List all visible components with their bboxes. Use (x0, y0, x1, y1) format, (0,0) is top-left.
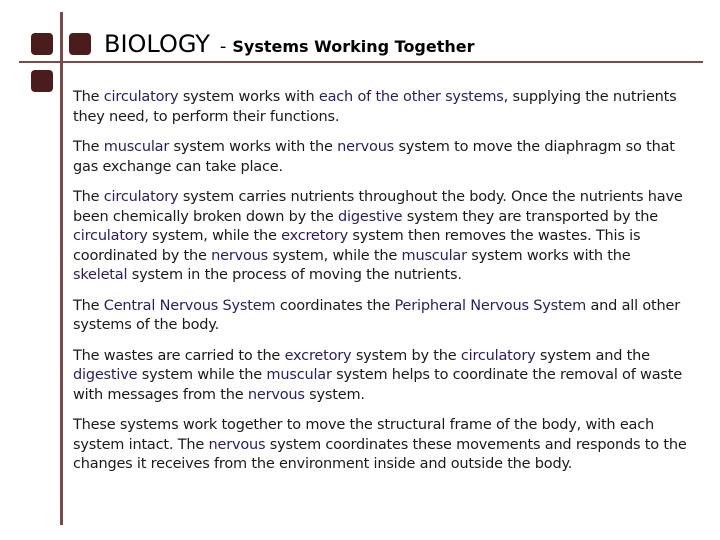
keyword-term: circulatory (460, 347, 536, 364)
paragraph-5 (73, 347, 688, 406)
keyword-term: circulatory (103, 89, 179, 105)
paragraph-text: coordinates the (275, 297, 395, 314)
paragraph-text: The (73, 89, 104, 105)
paragraph-3 (73, 188, 688, 286)
paragraph-1 (73, 88, 688, 127)
paragraph-text: system by the (351, 347, 461, 364)
keyword-term: each of the other systems (318, 89, 504, 105)
paragraph-text: The (73, 139, 104, 155)
keyword-term: nervous (211, 247, 269, 264)
title-main: BIOLOGY (104, 30, 210, 58)
keyword-term: digestive (73, 367, 138, 383)
decor-vertical-rule (60, 12, 63, 525)
paragraph-text: and all other systems of the body. (73, 297, 680, 333)
keyword-term: nervous (337, 139, 395, 155)
keyword-term: nervous (247, 386, 305, 403)
paragraph-6 (73, 416, 688, 475)
keyword-term: skeletal (73, 267, 128, 283)
paragraph-text: system then removes the wastes. This is coordinated by the (73, 228, 641, 264)
page-title (104, 30, 475, 58)
paragraph-2 (73, 138, 688, 177)
paragraph-text: system, while the (147, 228, 282, 244)
paragraph-text: system works with the (169, 139, 338, 155)
paragraph-text: system and the (535, 347, 650, 364)
keyword-term: Central Nervous System (103, 297, 276, 314)
paragraph-text: system works with (178, 89, 319, 105)
paragraph-text: system helps to coordinate the removal of waste with messages from the (73, 367, 682, 403)
decor-horizontal-rule (19, 61, 703, 63)
keyword-term: Peripheral Nervous System (394, 297, 587, 314)
decor-square-bottom (31, 70, 53, 92)
title-separator: - (219, 36, 227, 57)
paragraph-text: system they are transported by the (402, 208, 658, 225)
paragraph-text: system. (304, 386, 365, 403)
body-content (73, 88, 688, 486)
paragraph-text: system to move the diaphragm so that gas exchange can take place. (73, 139, 675, 175)
keyword-term: excretory (284, 347, 352, 364)
paragraph-text: The (73, 297, 104, 314)
paragraph-text: system while the (137, 367, 267, 383)
keyword-term: digestive (338, 208, 403, 225)
paragraph-text: system in the process of moving the nutrients. (127, 267, 462, 283)
paragraph-text: system works with the (466, 247, 631, 264)
keyword-term: muscular (401, 247, 467, 264)
keyword-term: muscular (266, 367, 332, 383)
keyword-term: circulatory (103, 189, 179, 205)
paragraph-text: The wastes are carried to the (73, 347, 285, 364)
paragraph-text: system, while the (268, 247, 402, 264)
paragraph-text: system coordinates these movements and responds to the changes it receives from the environment inside and outside the body. (73, 436, 687, 472)
keyword-term: nervous (208, 436, 266, 453)
decor-square-top-left (31, 33, 53, 55)
paragraph-text: These systems work together to move the structural frame of the body, with each system intact. The (73, 417, 655, 453)
keyword-term: circulatory (73, 228, 148, 244)
paragraph-4 (73, 297, 688, 336)
paragraph-text: , supplying the nutrients they need, to perform their functions. (73, 89, 677, 125)
paragraph-text: system carries nutrients throughout the body. Once the nutrients have been chemically broken down by the (73, 189, 683, 225)
decor-square-top-right (69, 33, 91, 55)
keyword-term: excretory (281, 228, 348, 244)
keyword-term: muscular (103, 139, 170, 155)
paragraph-text: The (73, 189, 104, 205)
title-subtitle: Systems Working Together (232, 37, 475, 56)
